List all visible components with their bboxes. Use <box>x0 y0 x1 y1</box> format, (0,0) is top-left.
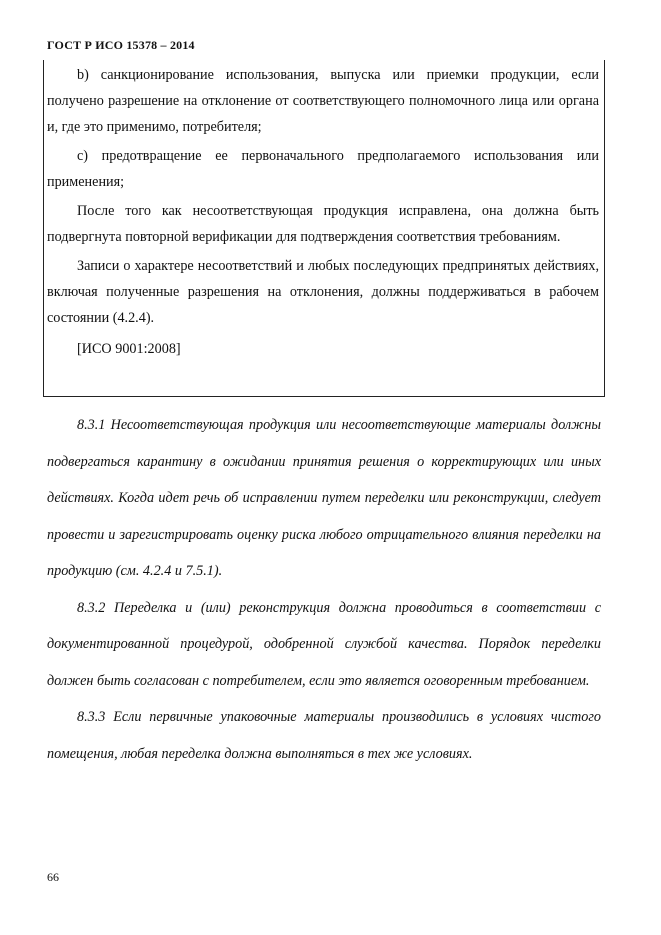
box-paragraph-c: c) предотвращение ее первоначального предполагаемого использования или применения; <box>47 148 599 190</box>
standard-reference: [ИСО 9001:2008] <box>77 341 181 357</box>
clause-body <box>47 407 601 772</box>
clause-8-3-1: 8.3.1 Несоответствующая продукция или несоответствующие материалы должны подвергаться карантину в ожидании принятия решения о корректирующих или иных действиях. Когда идет речь об исправлении путем переделки или реконструкции, следует провести и зарегистрировать оценку риска любого отрицательного влияния переделки на продукцию (см. 4.2.4 и 7.5.1). <box>47 417 601 579</box>
quoted-requirement-text <box>47 62 599 365</box>
box-paragraph-b: b) санкционирование использования, выпуска или приемки продукции, если получено разрешение на отклонение от соответствующего полномочного лица или органа и, где это применимо, потребителя; <box>47 67 599 135</box>
clause-8-3-2: 8.3.2 Переделка и (или) реконструкция должна проводиться в соответствии с документированной процедурой, одобренной службой качества. Порядок переделки должен быть согласован с потребителем, если это является оговоренным требованием. <box>47 599 601 689</box>
box-paragraph-reverification: После того как несоответствующая продукция исправлена, она должна быть подвергнута повторной верификации для подтверждения соответствия требованиям. <box>47 203 599 245</box>
clause-8-3-3: 8.3.3 Если первичные упаковочные материалы производились в условиях чистого помещения, любая переделка должна выполняться в тех же условиях. <box>47 709 601 762</box>
box-paragraph-records: Записи о характере несоответствий и любых последующих предпринятых действиях, включая полученные разрешения на отклонения, должны поддерживаться в рабочем состоянии (4.2.4). <box>47 258 599 326</box>
page-number: 66 <box>47 870 59 884</box>
document-header: ГОСТ Р ИСО 15378 – 2014 <box>47 38 195 52</box>
